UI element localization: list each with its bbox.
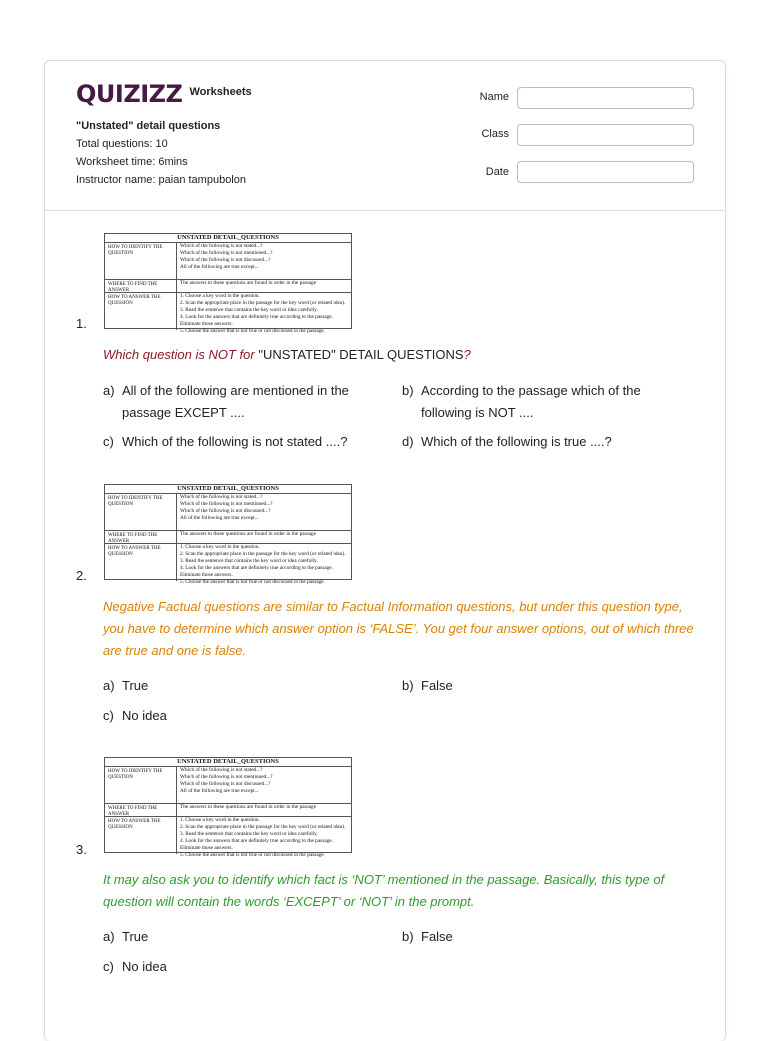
- worksheet-title: "Unstated" detail questions: [76, 120, 221, 132]
- option-letter: b): [402, 383, 414, 398]
- image-line: 2. Scan the appropriate place in the passage for the key word (or related idea).: [180, 299, 346, 306]
- image-line: Which of the following is not stated...?: [180, 494, 263, 500]
- answer-option[interactable]: [103, 926, 373, 948]
- image-table-title: UNSTATED DETAIL_QUESTIONS: [105, 758, 351, 767]
- answer-option[interactable]: [103, 380, 373, 424]
- image-line: 1. Choose a key word in the question.: [180, 817, 260, 823]
- date-label: Date: [485, 166, 509, 178]
- answer-option[interactable]: [103, 675, 373, 697]
- image-line: 4. Look for the answers that are definitely true according to the passage. Eliminate those answers.: [180, 564, 333, 578]
- image-line: Which of the following is not discussed...?: [180, 507, 271, 514]
- image-row-label: HOW TO IDENTIFY THE QUESTION: [105, 767, 177, 803]
- option-letter: a): [103, 929, 115, 944]
- name-field[interactable]: [517, 87, 694, 109]
- option-letter: c): [103, 434, 114, 449]
- answer-option[interactable]: [103, 956, 373, 978]
- image-row-label: HOW TO IDENTIFY THE QUESTION: [105, 243, 177, 279]
- image-row-label: WHERE TO FIND THE ANSWER: [105, 280, 177, 292]
- question-number: 1.: [76, 316, 87, 331]
- image-line: All of the following are true except...: [180, 514, 259, 521]
- instructor-name: Instructor name: paian tampubolon: [76, 174, 246, 186]
- option-text: According to the passage which of the following is NOT ....: [421, 383, 641, 420]
- image-line: Which of the following is not mentioned...?: [180, 500, 273, 507]
- image-line: Which of the following is not stated...?: [180, 243, 263, 249]
- answer-option[interactable]: [103, 431, 393, 453]
- question-text-emphasis: "UNSTATED" DETAIL QUESTIONS: [258, 347, 464, 362]
- question-number: 2.: [76, 568, 87, 583]
- image-line: 4. Look for the answers that are definitely true according to the passage. Eliminate those answers.: [180, 313, 333, 327]
- question-image: [104, 757, 352, 858]
- question-image: [104, 484, 352, 585]
- option-letter: a): [103, 678, 115, 693]
- option-letter: b): [402, 678, 414, 693]
- image-line: 3. Read the sentence that contains the key word or idea carefully.: [180, 306, 318, 313]
- answer-option[interactable]: [402, 675, 672, 697]
- option-text: Which of the following is not stated ....?: [122, 434, 348, 449]
- quizizz-logo: [76, 80, 252, 108]
- image-row-label: WHERE TO FIND THE ANSWER: [105, 804, 177, 816]
- image-line: 1. Choose a key word in the question.: [180, 293, 260, 299]
- name-label: Name: [479, 91, 509, 103]
- image-line: 4. Look for the answers that are definitely true according to the passage. Eliminate those answers.: [180, 837, 333, 851]
- question-number: 3.: [76, 842, 87, 857]
- option-text: False: [421, 678, 453, 693]
- question-text-part: ?: [463, 347, 471, 362]
- worksheet-header: [45, 61, 725, 211]
- question-text: Negative Factual questions are similar to Factual Information questions, but under this question type, you have to determine which answer option is ‘FALSE’. You get four answer options, out of which three are true and one is false.: [103, 599, 694, 658]
- option-letter: c): [103, 708, 114, 723]
- image-line: Which of the following is not mentioned...?: [180, 249, 273, 256]
- option-letter: d): [402, 434, 414, 449]
- option-text: All of the following are mentioned in the passage EXCEPT ....: [122, 383, 349, 420]
- class-label: Class: [481, 128, 509, 140]
- image-table-title: UNSTATED DETAIL_QUESTIONS: [105, 485, 351, 494]
- image-line: 5. Choose the answer that is not true or not discussed in the passage.: [180, 578, 325, 585]
- image-row-label: HOW TO ANSWER THE QUESSION: [105, 293, 177, 330]
- question-text: [103, 344, 703, 366]
- option-text: False: [421, 929, 453, 944]
- class-field[interactable]: [517, 124, 694, 146]
- image-line: The answers to these questions are found in order in the passage: [180, 804, 317, 810]
- image-line: Which of the following is not mentioned...?: [180, 773, 273, 780]
- image-line: 5. Choose the answer that is not true or not discussed in the passage.: [180, 851, 325, 858]
- image-line: 5. Choose the answer that is not true or not discussed in the passage.: [180, 327, 325, 334]
- image-row-label: HOW TO IDENTIFY THE QUESTION: [105, 494, 177, 530]
- question-text: It may also ask you to identify which fact is ‘NOT’ mentioned in the passage. Basically, this type of question will contain the words ‘EXCEPT’ or ‘NOT’ in the prompt.: [103, 872, 665, 909]
- logo-wordmark: QUIZIZZ: [76, 80, 183, 108]
- image-line: The answers to these questions are found in order in the passage: [180, 531, 317, 537]
- image-line: Which of the following is not stated...?: [180, 767, 263, 773]
- image-row-label: HOW TO ANSWER THE QUESSION: [105, 817, 177, 854]
- option-letter: a): [103, 383, 115, 398]
- answer-option[interactable]: [402, 380, 672, 424]
- question-image: [104, 233, 352, 334]
- image-row-label: WHERE TO FIND THE ANSWER: [105, 531, 177, 543]
- answer-option[interactable]: [402, 431, 692, 453]
- option-text: No idea: [122, 959, 167, 974]
- total-questions: Total questions: 10: [76, 138, 168, 150]
- image-line: Which of the following is not discussed...?: [180, 780, 271, 787]
- answer-option[interactable]: [402, 926, 672, 948]
- image-line: Which of the following is not discussed...?: [180, 256, 271, 263]
- option-text: Which of the following is true ....?: [421, 434, 612, 449]
- worksheet-time: Worksheet time: 6mins: [76, 156, 188, 168]
- date-field[interactable]: [517, 161, 694, 183]
- image-line: 3. Read the sentence that contains the key word or idea carefully.: [180, 830, 318, 837]
- worksheet-card: [44, 60, 726, 1041]
- question-text-part: Which question is NOT for: [103, 347, 259, 362]
- image-line: 3. Read the sentence that contains the key word or idea carefully.: [180, 557, 318, 564]
- answer-option[interactable]: [103, 705, 373, 727]
- option-letter: b): [402, 929, 414, 944]
- image-line: The answers to these questions are found in order in the passage: [180, 280, 317, 286]
- option-text: No idea: [122, 708, 167, 723]
- logo-section-label: Worksheets: [189, 86, 252, 98]
- image-line: 2. Scan the appropriate place in the passage for the key word (or related idea).: [180, 550, 346, 557]
- image-table-title: UNSTATED DETAIL_QUESTIONS: [105, 234, 351, 243]
- image-line: 1. Choose a key word in the question.: [180, 544, 260, 550]
- option-text: True: [122, 678, 149, 693]
- option-letter: c): [103, 959, 114, 974]
- image-line: 2. Scan the appropriate place in the passage for the key word (or related idea).: [180, 823, 346, 830]
- image-row-label: HOW TO ANSWER THE QUESSION: [105, 544, 177, 581]
- image-line: All of the following are true except...: [180, 787, 259, 794]
- option-text: True: [122, 929, 149, 944]
- image-line: All of the following are true except...: [180, 263, 259, 270]
